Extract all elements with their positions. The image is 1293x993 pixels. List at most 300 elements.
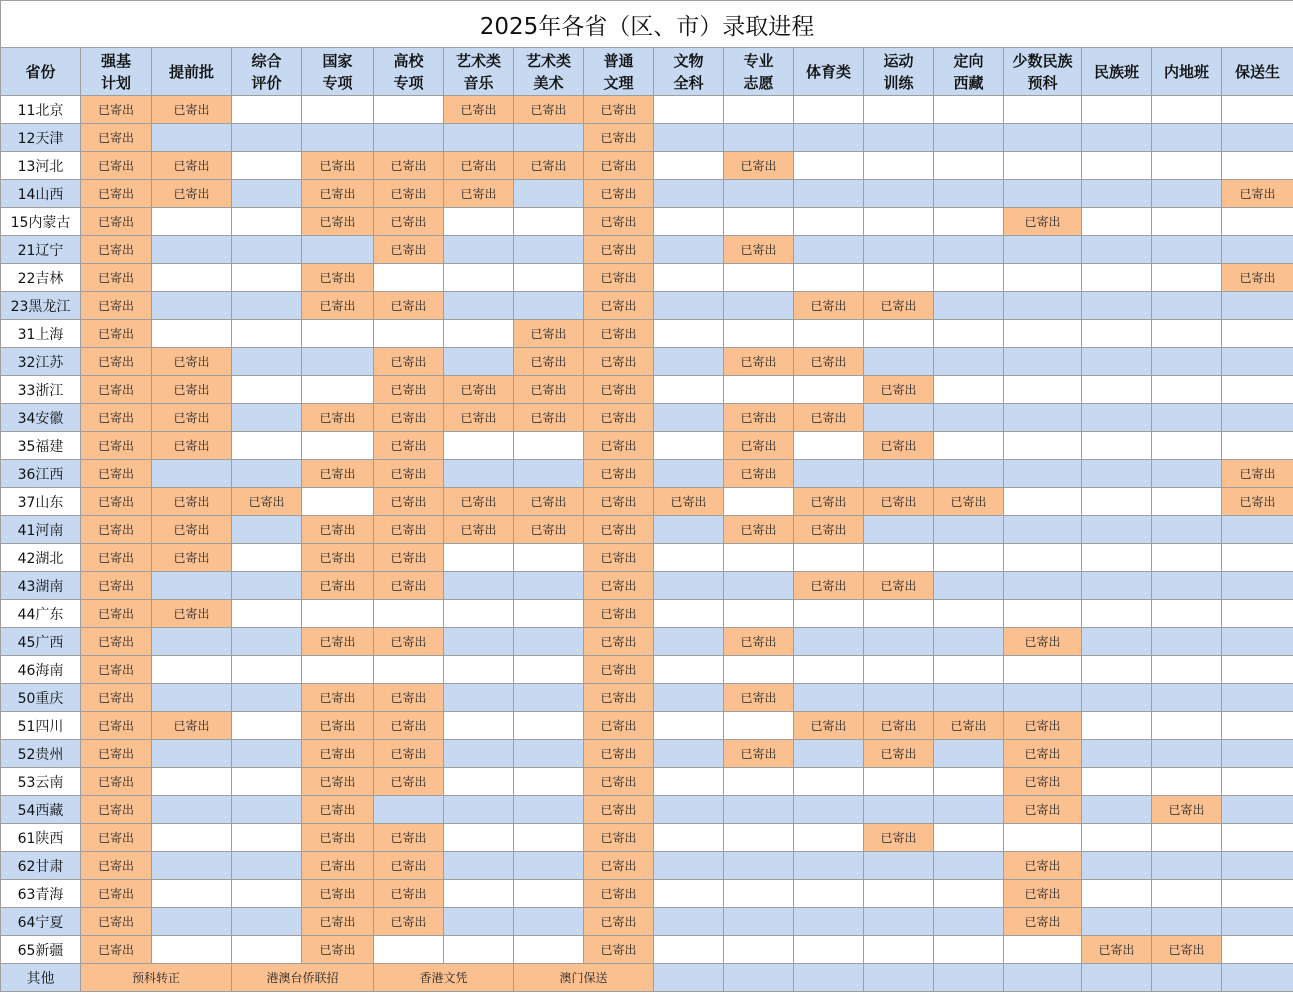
other-category-cell: 港澳台侨联招 [232,964,374,992]
empty-cell [724,936,794,964]
sent-status-cell: 已寄出 [374,740,444,768]
empty-cell [794,824,864,852]
empty-cell [152,208,232,236]
empty-cell [934,656,1004,684]
empty-cell [444,348,514,376]
empty-cell [1222,572,1293,600]
empty-cell [232,404,302,432]
empty-cell [934,236,1004,264]
table-row [1,376,1293,404]
sent-status-cell: 已寄出 [81,376,152,404]
table-row [1,152,1293,180]
empty-cell [794,460,864,488]
empty-cell [1222,600,1293,628]
empty-cell [934,572,1004,600]
sent-status-cell: 已寄出 [374,208,444,236]
empty-cell [374,936,444,964]
column-header-line: 全科 [673,73,704,92]
table-row [1,656,1293,684]
empty-cell [864,964,934,992]
sent-status-cell: 已寄出 [724,432,794,460]
empty-cell [864,544,934,572]
sent-status-cell: 已寄出 [152,96,232,124]
empty-cell [1082,852,1152,880]
empty-cell [1004,936,1082,964]
empty-cell [654,516,724,544]
empty-cell [654,208,724,236]
empty-cell [1222,208,1293,236]
other-label-cell: 其他 [1,964,81,992]
sent-status-cell: 已寄出 [302,740,374,768]
empty-cell [654,236,724,264]
sent-status-cell: 已寄出 [584,628,654,656]
empty-cell [152,572,232,600]
empty-cell [1222,656,1293,684]
empty-cell [1004,96,1082,124]
sent-status-cell: 已寄出 [81,572,152,600]
empty-cell [444,600,514,628]
empty-cell [1004,824,1082,852]
empty-cell [864,768,934,796]
sent-status-cell: 已寄出 [864,572,934,600]
empty-cell [1004,180,1082,208]
column-header [654,48,724,96]
province-cell: 45广西 [1,628,81,656]
empty-cell [1082,544,1152,572]
empty-cell [232,544,302,572]
empty-cell [934,964,1004,992]
empty-cell [302,236,374,264]
empty-cell [1222,684,1293,712]
column-header-line: 内地班 [1163,62,1209,81]
empty-cell [1082,964,1152,992]
sent-status-cell: 已寄出 [232,488,302,516]
empty-cell [654,292,724,320]
empty-cell [654,712,724,740]
sent-status-cell: 已寄出 [374,404,444,432]
empty-cell [724,292,794,320]
sent-status-cell: 已寄出 [1004,796,1082,824]
empty-cell [444,320,514,348]
empty-cell [1152,152,1222,180]
province-cell: 53云南 [1,768,81,796]
table-row [1,404,1293,432]
empty-cell [1082,516,1152,544]
column-header [514,48,584,96]
empty-cell [864,796,934,824]
empty-cell [152,852,232,880]
empty-cell [1152,404,1222,432]
empty-cell [302,432,374,460]
empty-cell [232,852,302,880]
column-header-line: 提前批 [168,62,214,81]
empty-cell [514,292,584,320]
empty-cell [1152,96,1222,124]
empty-cell [1082,404,1152,432]
empty-cell [232,516,302,544]
sent-status-cell: 已寄出 [81,348,152,376]
empty-cell [1004,684,1082,712]
empty-cell [232,124,302,152]
empty-cell [1222,880,1293,908]
empty-cell [444,292,514,320]
empty-cell [724,488,794,516]
sent-status-cell: 已寄出 [152,488,232,516]
empty-cell [152,236,232,264]
sent-status-cell: 已寄出 [934,488,1004,516]
sent-status-cell: 已寄出 [584,824,654,852]
empty-cell [724,964,794,992]
column-header-line: 运动 [883,51,914,70]
empty-cell [1222,768,1293,796]
empty-cell [514,656,584,684]
column-header-line: 专项 [393,73,424,92]
empty-cell [1152,880,1222,908]
column-header-line: 文物 [673,51,704,70]
sent-status-cell: 已寄出 [584,656,654,684]
empty-cell [444,208,514,236]
sent-status-cell: 已寄出 [444,96,514,124]
empty-cell [232,348,302,376]
empty-cell [654,96,724,124]
sent-status-cell: 已寄出 [374,908,444,936]
sent-status-cell: 已寄出 [724,152,794,180]
province-cell: 33浙江 [1,376,81,404]
empty-cell [444,236,514,264]
empty-cell [152,880,232,908]
empty-cell [1004,320,1082,348]
sent-status-cell: 已寄出 [81,236,152,264]
empty-cell [232,96,302,124]
table-row [1,460,1293,488]
empty-cell [724,908,794,936]
sent-status-cell: 已寄出 [81,880,152,908]
province-cell: 41河南 [1,516,81,544]
sent-status-cell: 已寄出 [374,852,444,880]
empty-cell [444,852,514,880]
sent-status-cell: 已寄出 [514,152,584,180]
sent-status-cell: 已寄出 [794,292,864,320]
empty-cell [934,852,1004,880]
empty-cell [1152,768,1222,796]
sent-status-cell: 已寄出 [1004,908,1082,936]
sent-status-cell: 已寄出 [1082,936,1152,964]
empty-cell [444,572,514,600]
empty-cell [152,264,232,292]
empty-cell [1004,292,1082,320]
empty-cell [302,320,374,348]
empty-cell [444,684,514,712]
empty-cell [864,180,934,208]
sent-status-cell: 已寄出 [81,264,152,292]
column-header-line: 少数民族 [1012,51,1073,70]
empty-cell [514,600,584,628]
empty-cell [934,320,1004,348]
sent-status-cell: 已寄出 [81,600,152,628]
empty-cell [1082,712,1152,740]
empty-cell [934,768,1004,796]
sent-status-cell: 已寄出 [584,684,654,712]
empty-cell [934,264,1004,292]
empty-cell [864,96,934,124]
other-category-cell: 预科转正 [81,964,232,992]
empty-cell [934,376,1004,404]
empty-cell [1152,432,1222,460]
sent-status-cell: 已寄出 [584,796,654,824]
sent-status-cell: 已寄出 [302,852,374,880]
empty-cell [654,432,724,460]
sent-status-cell: 已寄出 [584,740,654,768]
sent-status-cell: 已寄出 [374,824,444,852]
empty-cell [654,656,724,684]
other-category-cell: 澳门保送 [514,964,654,992]
empty-cell [724,572,794,600]
sent-status-cell: 已寄出 [584,264,654,292]
empty-cell [514,852,584,880]
sent-status-cell: 已寄出 [794,488,864,516]
empty-cell [514,432,584,460]
column-header [1082,48,1152,96]
empty-cell [302,124,374,152]
empty-cell [934,544,1004,572]
sent-status-cell: 已寄出 [302,180,374,208]
column-header [81,48,152,96]
empty-cell [374,600,444,628]
sent-status-cell: 已寄出 [302,404,374,432]
empty-cell [152,292,232,320]
table-row [1,292,1293,320]
empty-cell [794,544,864,572]
empty-cell [302,600,374,628]
table-row [1,180,1293,208]
sent-status-cell: 已寄出 [864,376,934,404]
sent-status-cell: 已寄出 [81,292,152,320]
empty-cell [934,824,1004,852]
empty-cell [514,908,584,936]
table-row [1,96,1293,124]
empty-cell [864,348,934,376]
empty-cell [1152,236,1222,264]
empty-cell [1152,208,1222,236]
empty-cell [794,656,864,684]
empty-cell [444,796,514,824]
province-cell: 37山东 [1,488,81,516]
empty-cell [724,712,794,740]
empty-cell [374,124,444,152]
sent-status-cell: 已寄出 [374,712,444,740]
empty-cell [232,572,302,600]
sent-status-cell: 已寄出 [81,684,152,712]
empty-cell [1004,404,1082,432]
sent-status-cell: 已寄出 [514,488,584,516]
empty-cell [864,124,934,152]
empty-cell [1152,544,1222,572]
empty-cell [654,320,724,348]
province-cell: 11北京 [1,96,81,124]
table-row [1,908,1293,936]
empty-cell [1222,516,1293,544]
empty-cell [794,936,864,964]
empty-cell [1152,684,1222,712]
empty-cell [724,208,794,236]
empty-cell [654,684,724,712]
empty-cell [1004,964,1082,992]
province-cell: 34安徽 [1,404,81,432]
empty-cell [302,348,374,376]
empty-cell [724,96,794,124]
table-row [1,852,1293,880]
empty-cell [864,908,934,936]
empty-cell [444,124,514,152]
empty-cell [654,544,724,572]
sent-status-cell: 已寄出 [81,488,152,516]
column-header [374,48,444,96]
empty-cell [444,712,514,740]
sent-status-cell: 已寄出 [81,208,152,236]
sent-status-cell: 已寄出 [794,516,864,544]
empty-cell [794,600,864,628]
empty-cell [1082,264,1152,292]
empty-cell [724,852,794,880]
empty-cell [724,264,794,292]
sent-status-cell: 已寄出 [81,516,152,544]
empty-cell [794,880,864,908]
sent-status-cell: 已寄出 [1004,852,1082,880]
empty-cell [1222,292,1293,320]
sent-status-cell: 已寄出 [444,516,514,544]
sent-status-cell: 已寄出 [514,320,584,348]
empty-cell [724,124,794,152]
empty-cell [152,656,232,684]
sent-status-cell: 已寄出 [374,880,444,908]
empty-cell [514,236,584,264]
sent-status-cell: 已寄出 [152,516,232,544]
empty-cell [934,908,1004,936]
province-cell: 50重庆 [1,684,81,712]
sent-status-cell: 已寄出 [81,656,152,684]
empty-cell [794,852,864,880]
empty-cell [1152,460,1222,488]
sent-status-cell: 已寄出 [584,180,654,208]
empty-cell [152,768,232,796]
sent-status-cell: 已寄出 [1004,628,1082,656]
empty-cell [1004,348,1082,376]
empty-cell [934,460,1004,488]
sent-status-cell: 已寄出 [1222,264,1293,292]
column-header-line: 评价 [251,73,282,92]
table-row [1,936,1293,964]
empty-cell [152,684,232,712]
sent-status-cell: 已寄出 [81,628,152,656]
column-header [724,48,794,96]
empty-cell [1004,152,1082,180]
table-row [1,544,1293,572]
empty-cell [934,404,1004,432]
empty-cell [1222,824,1293,852]
empty-cell [1152,488,1222,516]
empty-cell [794,208,864,236]
sent-status-cell: 已寄出 [302,264,374,292]
sent-status-cell: 已寄出 [1222,180,1293,208]
sent-status-cell: 已寄出 [584,404,654,432]
empty-cell [514,180,584,208]
province-cell: 15内蒙古 [1,208,81,236]
empty-cell [864,264,934,292]
sent-status-cell: 已寄出 [864,712,934,740]
empty-cell [654,880,724,908]
empty-cell [514,796,584,824]
province-cell: 23黑龙江 [1,292,81,320]
empty-cell [514,684,584,712]
sent-status-cell: 已寄出 [81,712,152,740]
empty-cell [654,796,724,824]
empty-cell [1222,124,1293,152]
empty-cell [444,880,514,908]
sent-status-cell: 已寄出 [444,152,514,180]
sent-status-cell: 已寄出 [302,152,374,180]
empty-cell [152,908,232,936]
province-cell: 36江西 [1,460,81,488]
sent-status-cell: 已寄出 [374,572,444,600]
empty-cell [1082,908,1152,936]
sent-status-cell: 已寄出 [374,180,444,208]
empty-cell [934,432,1004,460]
sent-status-cell: 已寄出 [584,376,654,404]
sent-status-cell: 已寄出 [584,124,654,152]
sent-status-cell: 已寄出 [81,544,152,572]
empty-cell [864,320,934,348]
empty-cell [864,880,934,908]
sent-status-cell: 已寄出 [724,740,794,768]
empty-cell [794,740,864,768]
sent-status-cell: 已寄出 [374,628,444,656]
sent-status-cell: 已寄出 [81,432,152,460]
sent-status-cell: 已寄出 [724,236,794,264]
column-header [444,48,514,96]
empty-cell [374,96,444,124]
sent-status-cell: 已寄出 [1004,208,1082,236]
sent-status-cell: 已寄出 [374,432,444,460]
sent-status-cell: 已寄出 [81,460,152,488]
empty-cell [514,460,584,488]
sent-status-cell: 已寄出 [514,376,584,404]
sent-status-cell: 已寄出 [374,376,444,404]
empty-cell [1004,516,1082,544]
empty-cell [302,656,374,684]
empty-cell [794,964,864,992]
table-row [1,236,1293,264]
empty-cell [1152,264,1222,292]
sent-status-cell: 已寄出 [81,824,152,852]
sent-status-cell: 已寄出 [584,488,654,516]
table-row [1,796,1293,824]
empty-cell [1152,348,1222,376]
sent-status-cell: 已寄出 [864,740,934,768]
empty-cell [1152,824,1222,852]
empty-cell [934,936,1004,964]
province-cell: 35福建 [1,432,81,460]
sent-status-cell: 已寄出 [514,516,584,544]
sent-status-cell: 已寄出 [81,404,152,432]
sent-status-cell: 已寄出 [934,712,1004,740]
column-header-line: 音乐 [463,73,494,92]
empty-cell [514,208,584,236]
sent-status-cell: 已寄出 [302,516,374,544]
empty-cell [1152,516,1222,544]
sent-status-cell: 已寄出 [152,152,232,180]
sent-status-cell: 已寄出 [514,348,584,376]
empty-cell [724,600,794,628]
